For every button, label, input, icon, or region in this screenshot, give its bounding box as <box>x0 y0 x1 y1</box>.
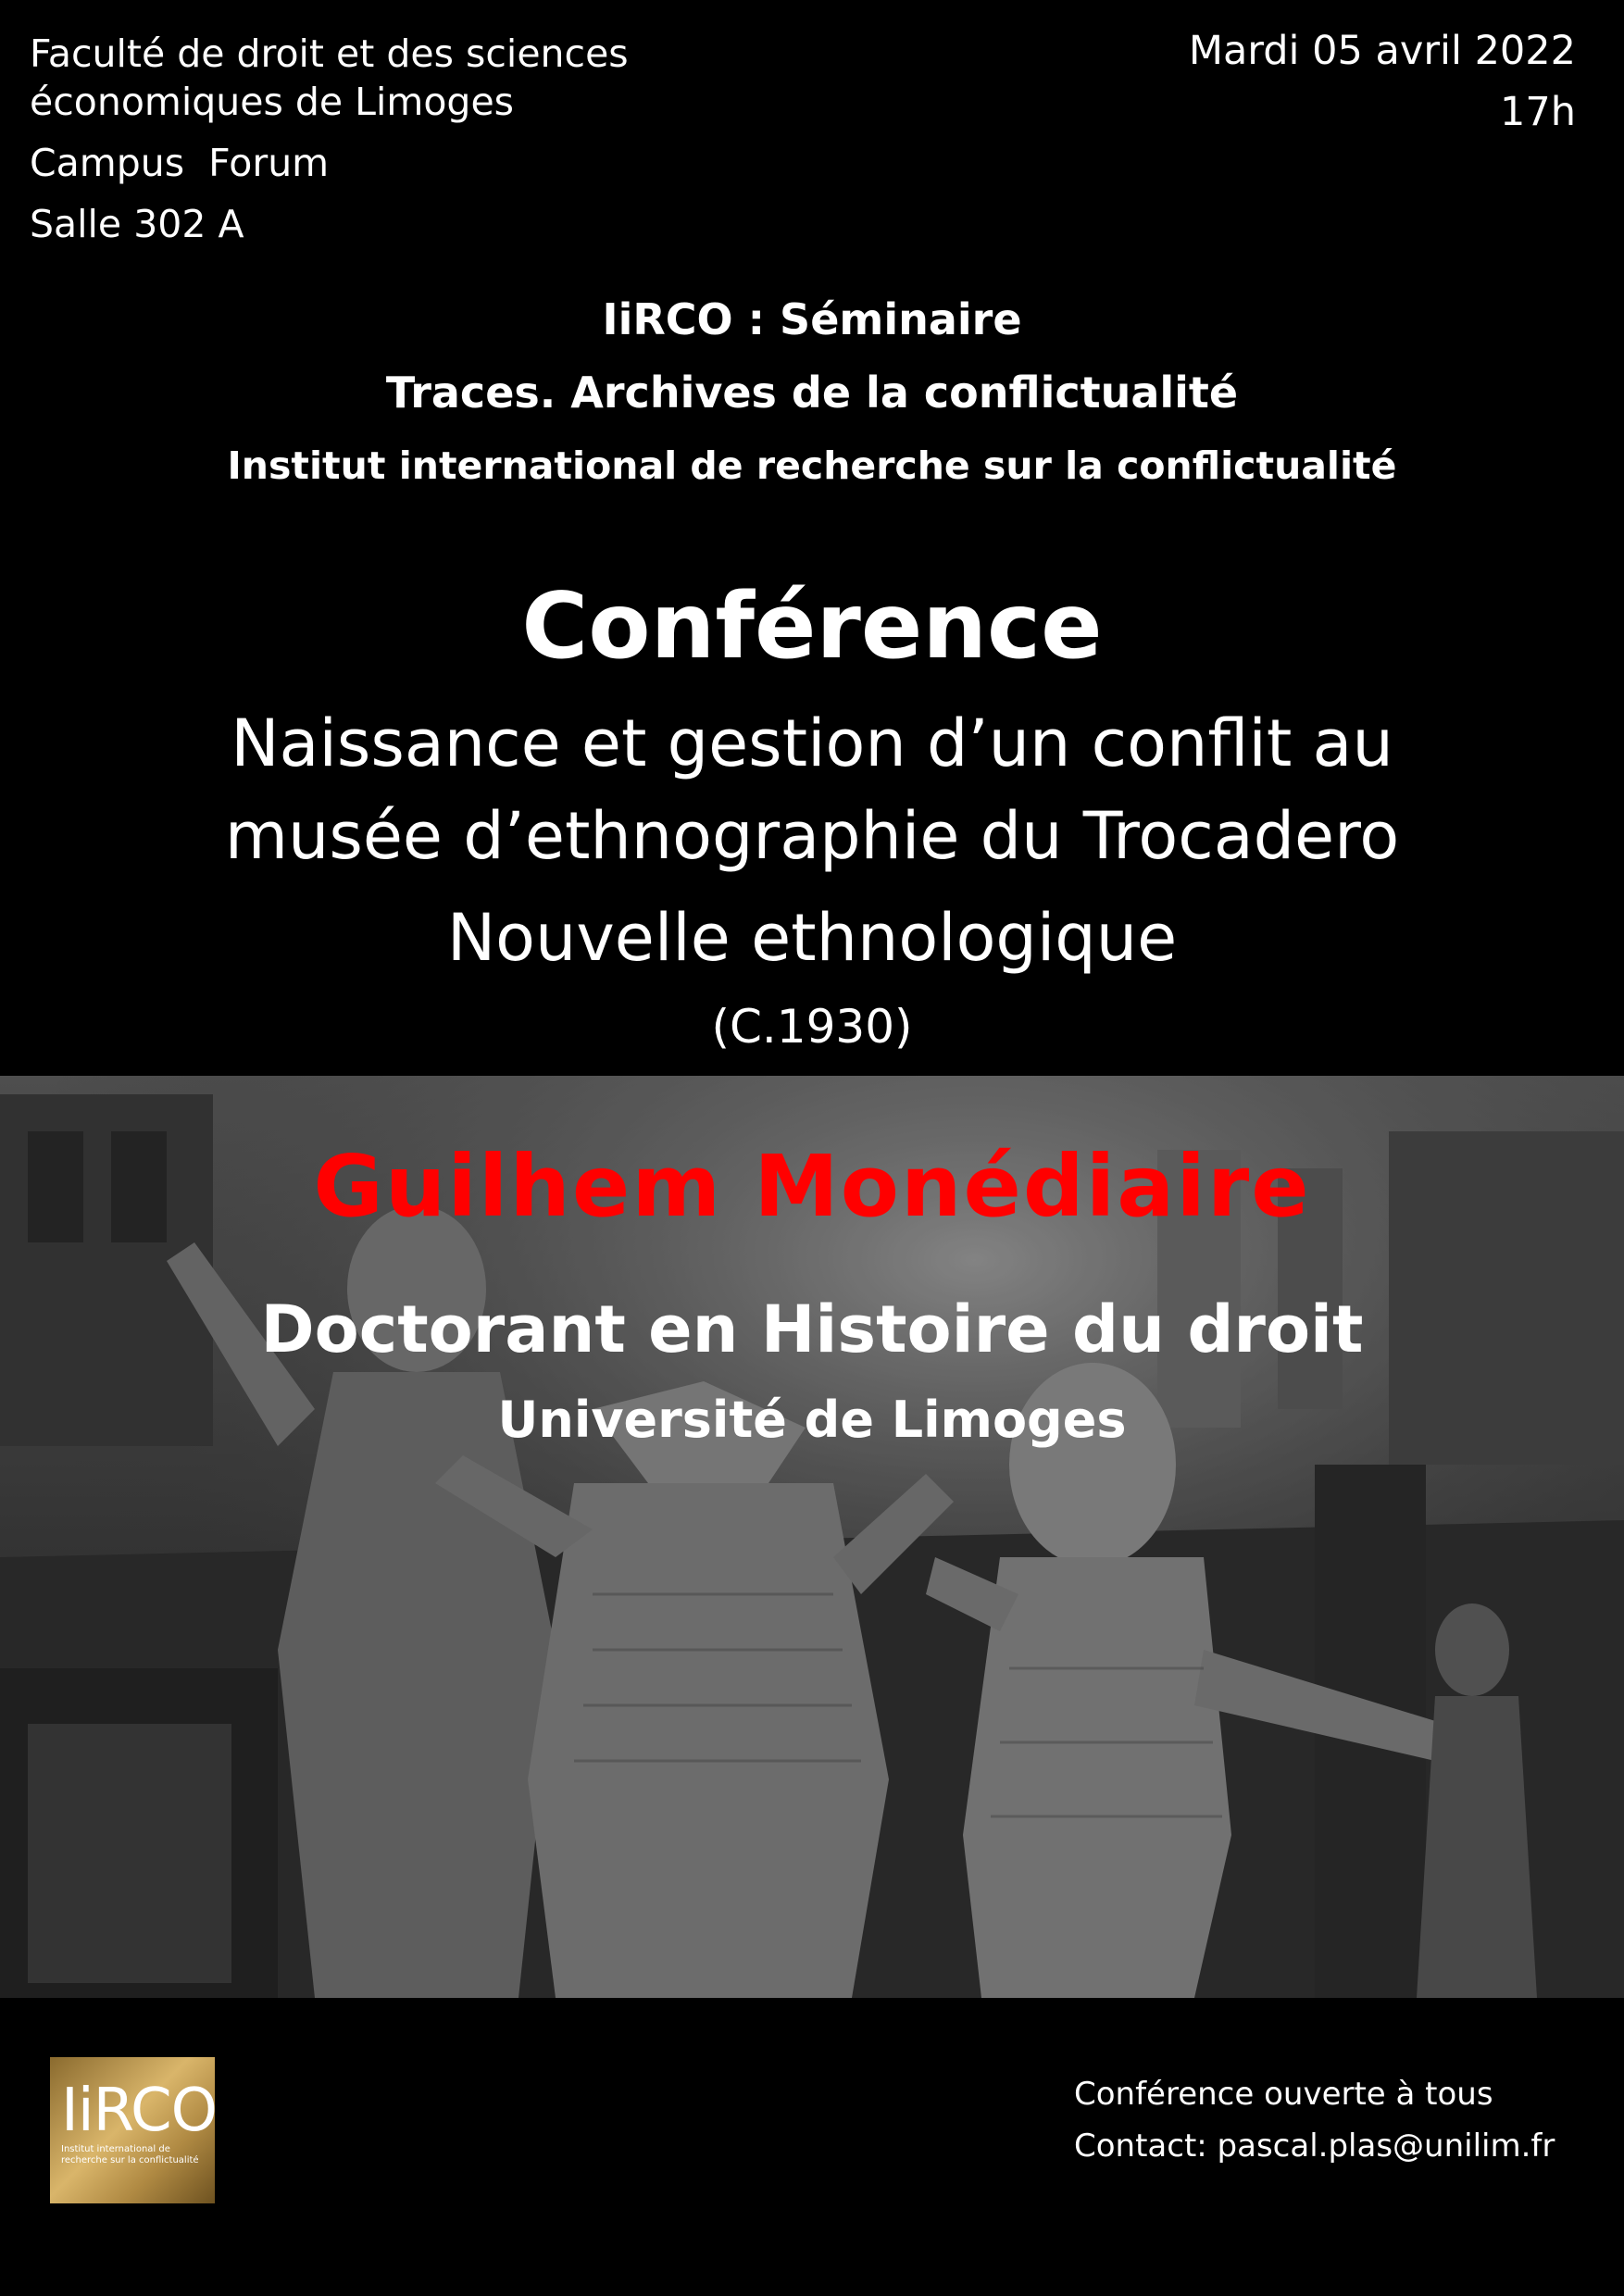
footer-info <box>1074 2068 1555 2172</box>
footer-contact: Contact: pascal.plas@unilim.fr <box>1074 2128 1555 2165</box>
venue-campus: Campus Forum <box>30 141 330 185</box>
footer-open-to-all: Conférence ouverte à tous <box>1074 2076 1493 2113</box>
venue-block <box>30 30 629 248</box>
seminar-title: IiRCO : Séminaire <box>602 294 1022 344</box>
conference-heading: Conférence <box>521 574 1103 680</box>
conference-title-line3: Nouvelle ethnologique <box>446 900 1178 976</box>
iirco-logo <box>50 2057 215 2203</box>
conference-title-line2: musée d’ethnographie du Trocadero <box>224 798 1400 874</box>
event-date: Mardi 05 avril 2022 <box>1188 28 1576 74</box>
seminar-institute: Institut international de recherche sur la conflictualité <box>227 443 1397 488</box>
speaker-university: Université de Limoges <box>497 1391 1127 1449</box>
conference-title-line1: Naissance et gestion d’un conflit au <box>231 705 1393 781</box>
conference-title-line4: (C.1930) <box>711 1000 913 1054</box>
logo-subtitle: Institut international de recherche sur la conflictualité <box>61 2144 199 2165</box>
venue-room: Salle 302 A <box>30 202 244 246</box>
venue-faculty-line1: Faculté de droit et des sciences <box>30 31 629 76</box>
speaker-role: Doctorant en Histoire du droit <box>260 1292 1364 1367</box>
venue-faculty-line2: économiques de Limoges <box>30 80 515 124</box>
event-time: 17h <box>1500 89 1576 135</box>
seminar-series: Traces. Archives de la conflictualité <box>385 368 1239 418</box>
speaker-name: Guilhem Monédiaire <box>313 1137 1311 1236</box>
logo-title: IiRCO <box>61 2077 217 2145</box>
date-time-block <box>1189 20 1576 143</box>
